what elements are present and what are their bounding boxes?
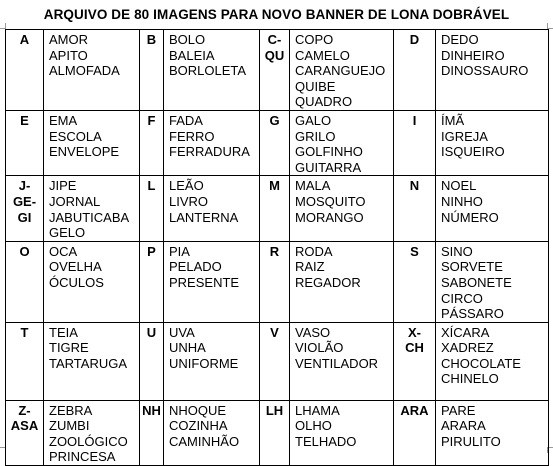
word-item: TELHADO <box>295 433 357 449</box>
word-item: PRESENTE <box>169 274 240 290</box>
words-cell <box>290 110 394 175</box>
table-row <box>6 176 549 241</box>
word-item: LEÃO <box>169 178 204 194</box>
word-item: CAMINHÃO <box>169 433 240 449</box>
word-item: RODA <box>295 243 333 259</box>
words-cell <box>44 176 140 241</box>
words-cell <box>290 400 394 465</box>
word-item: PIA <box>169 243 190 259</box>
letter-cell <box>260 241 290 322</box>
word-item: PELADO <box>169 259 222 275</box>
letter-label: NH <box>142 402 161 418</box>
word-item: ÓCULOS <box>49 274 104 290</box>
word-item: DEDO <box>441 32 479 47</box>
words-cell <box>290 176 394 241</box>
letter-label: F <box>147 112 156 128</box>
word-item: UNIFORME <box>169 355 239 371</box>
word-item: BOLO <box>169 32 206 47</box>
words-cell <box>164 322 260 400</box>
word-item: VENTILADOR <box>295 355 379 371</box>
word-table <box>5 29 549 466</box>
word-item: JABUTICABA <box>49 209 130 225</box>
word-item: GOLFINHO <box>295 144 363 160</box>
words-cell <box>436 30 549 111</box>
word-item: GELO <box>49 225 86 241</box>
word-item: OCA <box>49 243 78 259</box>
words-cell <box>436 400 549 465</box>
word-item: CARANGUEJO <box>295 63 386 79</box>
letter-cell <box>6 176 44 241</box>
letter-cell <box>394 400 436 465</box>
word-item: NINHO <box>441 193 483 209</box>
letter-cell <box>140 30 164 111</box>
letter-label: G <box>269 112 280 128</box>
word-item: ENVELOPE <box>49 144 120 160</box>
word-item: XÍCARA <box>441 324 490 340</box>
letter-cell <box>260 30 290 111</box>
word-item: VASO <box>295 324 331 340</box>
word-item: NHOQUE <box>169 402 227 418</box>
word-item: AMOR <box>49 32 88 47</box>
words-cell <box>164 176 260 241</box>
letter-label: B <box>146 32 157 47</box>
letter-label: X- <box>408 324 421 340</box>
letter-label: ARA <box>400 402 429 418</box>
letter-label: ASA <box>10 418 39 434</box>
table-row <box>6 110 549 175</box>
word-item: DINOSSAURO <box>441 63 529 79</box>
word-item: FERRO <box>169 128 215 144</box>
word-item: OLHO <box>295 418 332 434</box>
word-item: MALA <box>295 178 331 194</box>
table-row <box>6 241 549 322</box>
words-cell <box>436 241 549 322</box>
word-item: ZOOLÓGICO <box>49 433 128 449</box>
word-item: JORNAL <box>49 193 101 209</box>
words-cell <box>290 30 394 111</box>
word-item: RAIZ <box>295 259 325 275</box>
word-item: MOSQUITO <box>295 193 366 209</box>
letter-cell <box>394 30 436 111</box>
word-item: DINHEIRO <box>441 47 505 63</box>
letter-cell <box>140 176 164 241</box>
words-cell <box>164 30 260 111</box>
words-cell <box>164 110 260 175</box>
word-item: BORLOLETA <box>169 63 247 79</box>
letter-cell <box>6 400 44 465</box>
letter-label: C- <box>267 32 282 47</box>
letter-cell <box>140 241 164 322</box>
words-cell <box>290 322 394 400</box>
letter-label: M <box>269 178 280 194</box>
letter-cell <box>394 110 436 175</box>
word-item: FERRADURA <box>169 144 250 160</box>
letter-label: O <box>19 243 30 259</box>
word-item: PRINCESA <box>49 449 116 465</box>
word-item: QUADRO <box>295 94 353 110</box>
word-item: APITO <box>49 47 88 63</box>
word-item: FADA <box>169 112 203 128</box>
words-cell <box>44 322 140 400</box>
letter-cell <box>260 322 290 400</box>
words-cell <box>436 322 549 400</box>
word-item: PÁSSARO <box>441 306 504 322</box>
word-item: TARTARUGA <box>49 355 128 371</box>
letter-label: GE- <box>12 193 37 209</box>
word-item: GALO <box>295 112 332 128</box>
word-item: ZEBRA <box>49 402 93 418</box>
letter-label: QU <box>264 47 285 63</box>
word-item: NÚMERO <box>441 209 499 225</box>
word-item: UNHA <box>169 340 206 356</box>
word-item: JIPE <box>49 178 77 194</box>
words-cell <box>436 176 549 241</box>
word-item: LANTERNA <box>169 209 239 225</box>
word-item: CIRCO <box>441 290 483 306</box>
word-item: MORANGO <box>295 209 364 225</box>
letter-label: U <box>146 324 157 340</box>
letter-cell <box>260 400 290 465</box>
letter-cell <box>260 110 290 175</box>
letter-cell <box>6 322 44 400</box>
word-item: GRILO <box>295 128 336 144</box>
letter-cell <box>140 110 164 175</box>
words-cell <box>164 400 260 465</box>
word-item: ZUMBI <box>49 418 90 434</box>
letter-cell <box>394 176 436 241</box>
letter-label: L <box>147 178 156 194</box>
words-cell <box>164 241 260 322</box>
letter-label: LH <box>265 402 284 418</box>
letter-label: T <box>20 324 29 340</box>
letter-cell <box>6 30 44 111</box>
words-cell <box>44 30 140 111</box>
word-item: TIGRE <box>49 340 89 356</box>
word-item: IGREJA <box>441 128 488 144</box>
letter-label: GI <box>17 209 32 225</box>
word-item: PARE <box>441 402 476 418</box>
word-item: NOEL <box>441 178 477 194</box>
letter-label: Z- <box>18 402 31 418</box>
document-title: ARQUIVO DE 80 IMAGENS PARA NOVO BANNER DE LONA DOBRÁVEL <box>43 7 510 22</box>
words-cell <box>44 400 140 465</box>
word-item: ESCOLA <box>49 128 102 144</box>
table-row <box>6 400 549 465</box>
word-item: ALMOFADA <box>49 63 120 79</box>
word-item: GUITARRA <box>295 159 362 175</box>
words-cell <box>44 110 140 175</box>
word-item: EMA <box>49 112 78 128</box>
letter-label: S <box>410 243 419 259</box>
letter-cell <box>394 241 436 322</box>
word-item: ISQUEIRO <box>441 144 505 160</box>
word-item: COPO <box>295 32 334 47</box>
letter-cell <box>140 322 164 400</box>
word-item: COZINHA <box>169 418 228 434</box>
words-cell <box>436 110 549 175</box>
word-item: CHINELO <box>441 371 499 387</box>
word-item: ÍMÃ <box>441 112 465 128</box>
word-item: REGADOR <box>295 274 361 290</box>
words-cell <box>44 241 140 322</box>
word-item: SINO <box>441 243 473 259</box>
letter-cell <box>394 322 436 400</box>
word-item: TEIA <box>49 324 78 340</box>
word-item: CHOCOLATE <box>441 355 521 371</box>
words-cell <box>290 241 394 322</box>
word-item: SABONETE <box>441 274 512 290</box>
letter-label: CH <box>405 340 424 356</box>
word-item: XADREZ <box>441 340 494 356</box>
letter-label: E <box>20 112 29 128</box>
letter-label: D <box>409 32 420 47</box>
word-item: PIRULITO <box>441 433 501 449</box>
letter-label: R <box>269 243 280 259</box>
letter-label: A <box>19 32 30 47</box>
word-item: QUIBE <box>295 78 336 94</box>
word-item: ARARA <box>441 418 486 434</box>
letter-label: N <box>409 178 420 194</box>
letter-label: J- <box>18 178 31 194</box>
table-row <box>6 30 549 111</box>
letter-cell <box>6 110 44 175</box>
word-item: BALEIA <box>169 47 215 63</box>
word-item: VIOLÃO <box>295 340 344 356</box>
letter-label: V <box>270 324 279 340</box>
word-item: OVELHA <box>49 259 102 275</box>
word-item: LHAMA <box>295 402 340 418</box>
word-item: CAMELO <box>295 47 350 63</box>
word-item: UVA <box>169 324 195 340</box>
letter-label: I <box>412 112 417 128</box>
word-item: SORVETE <box>441 259 503 275</box>
letter-cell <box>140 400 164 465</box>
letter-cell <box>260 176 290 241</box>
word-item: LIVRO <box>169 193 209 209</box>
table-row <box>6 322 549 400</box>
letter-cell <box>6 241 44 322</box>
letter-label: P <box>147 243 156 259</box>
